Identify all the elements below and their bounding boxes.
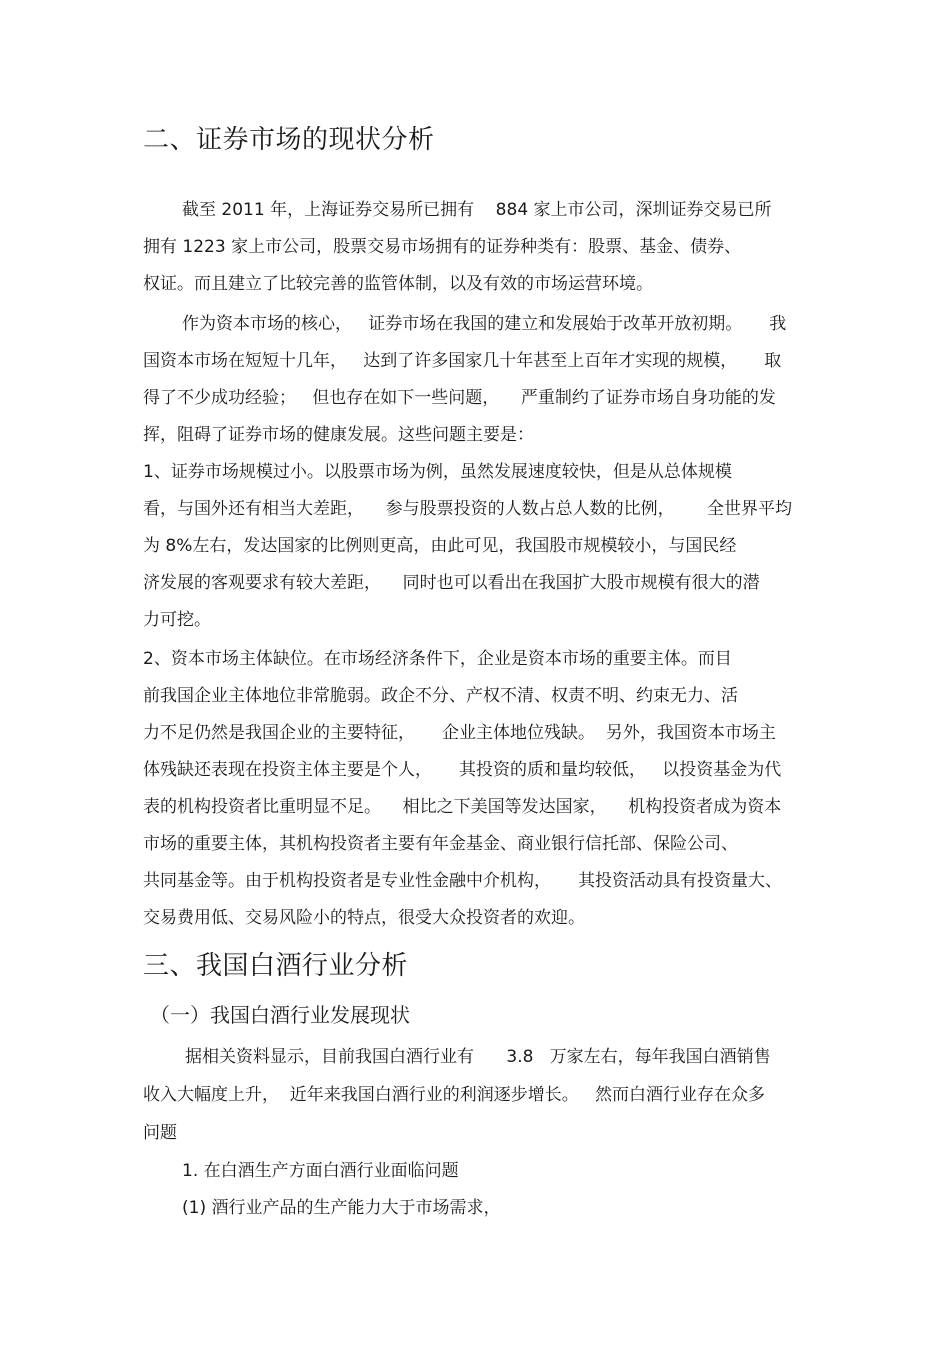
paragraph-line: 国资本市场在短短十几年， 达到了许多国家几十年甚至上百年才实现的规模， 取 — [143, 351, 782, 371]
list-item-line: 表的机构投资者比重明显不足。 相比之下美国等发达国家， 机构投资者成为资本 — [143, 797, 782, 817]
list-item-line: 体残缺还表现在投资主体主要是个人， 其投资的质和量均较低， 以投资基金为代 — [143, 760, 782, 780]
list-item-line: 济发展的客观要求有较大差距， 同时也可以看出在我国扩大股市规模有很大的潜 — [143, 573, 760, 593]
section-heading-liquor-industry: 三、我国白酒行业分析 — [143, 951, 409, 981]
paragraph-line: 收入大幅度上升， 近年来我国白酒行业的利润逐步增长。 然而白酒行业存在众多 — [143, 1085, 766, 1105]
numbered-heading: 1. 在白酒生产方面白酒行业面临问题 — [182, 1161, 459, 1181]
numbered-item: (1) 酒行业产品的生产能力大于市场需求， — [182, 1198, 501, 1218]
list-item-line: 市场的重要主体，其机构投资者主要有年金基金、商业银行信托部、保险公司、 — [143, 834, 738, 854]
list-item-line: 力不足仍然是我国企业的主要特征， 企业主体地位残缺。 另外，我国资本市场主 — [143, 723, 776, 743]
paragraph-line: 作为资本市场的核心， 证券市场在我国的建立和发展始于改革开放初期。 我 — [182, 314, 787, 334]
list-item-line: 看，与国外还有相当大差距， 参与股票投资的人数占总人数的比例， 全世界平均 — [143, 499, 793, 519]
paragraph-line: 截至 2011 年，上海证券交易所已拥有 884 家上市公司，深圳证券交易已所 — [182, 200, 772, 220]
paragraph-line: 得了不少成功经验； 但也存在如下一些问题， 严重制约了证券市场自身功能的发 — [143, 388, 776, 408]
subsection-heading: （一）我国白酒行业发展现状 — [150, 1003, 410, 1027]
list-item-line: 共同基金等。由于机构投资者是专业性金融中介机构， 其投资活动具有投资量大、 — [143, 871, 783, 891]
list-item-line: 力可挖。 — [143, 610, 211, 630]
paragraph-line: 据相关资料显示，目前我国白酒行业有 3.8 万家左右，每年我国白酒销售 — [185, 1047, 771, 1067]
paragraph-line: 拥有 1223 家上市公司，股票交易市场拥有的证券种类有：股票、基金、债券、 — [143, 237, 742, 257]
section-heading-securities-market: 二、证券市场的现状分析 — [143, 125, 435, 155]
paragraph-line: 挥，阻碍了证券市场的健康发展。这些问题主要是： — [143, 425, 534, 445]
list-item-line: 2、资本市场主体缺位。在市场经济条件下，企业是资本市场的重要主体。而目 — [143, 649, 732, 669]
list-item-line: 为 8%左右，发达国家的比例则更高，由此可见，我国股市规模较小，与国民经 — [143, 536, 737, 556]
list-item-line: 1、证券市场规模过小。以股票市场为例，虽然发展速度较快，但是从总体规模 — [143, 462, 732, 482]
list-item-line: 交易费用低、交易风险小的特点，很受大众投资者的欢迎。 — [143, 908, 585, 928]
paragraph-line: 权证。而且建立了比较完善的监管体制，以及有效的市场运营环境。 — [143, 274, 653, 294]
list-item-line: 前我国企业主体地位非常脆弱。政企不分、产权不清、权责不明、约束无力、活 — [143, 686, 738, 706]
paragraph-line: 问题 — [143, 1123, 177, 1143]
